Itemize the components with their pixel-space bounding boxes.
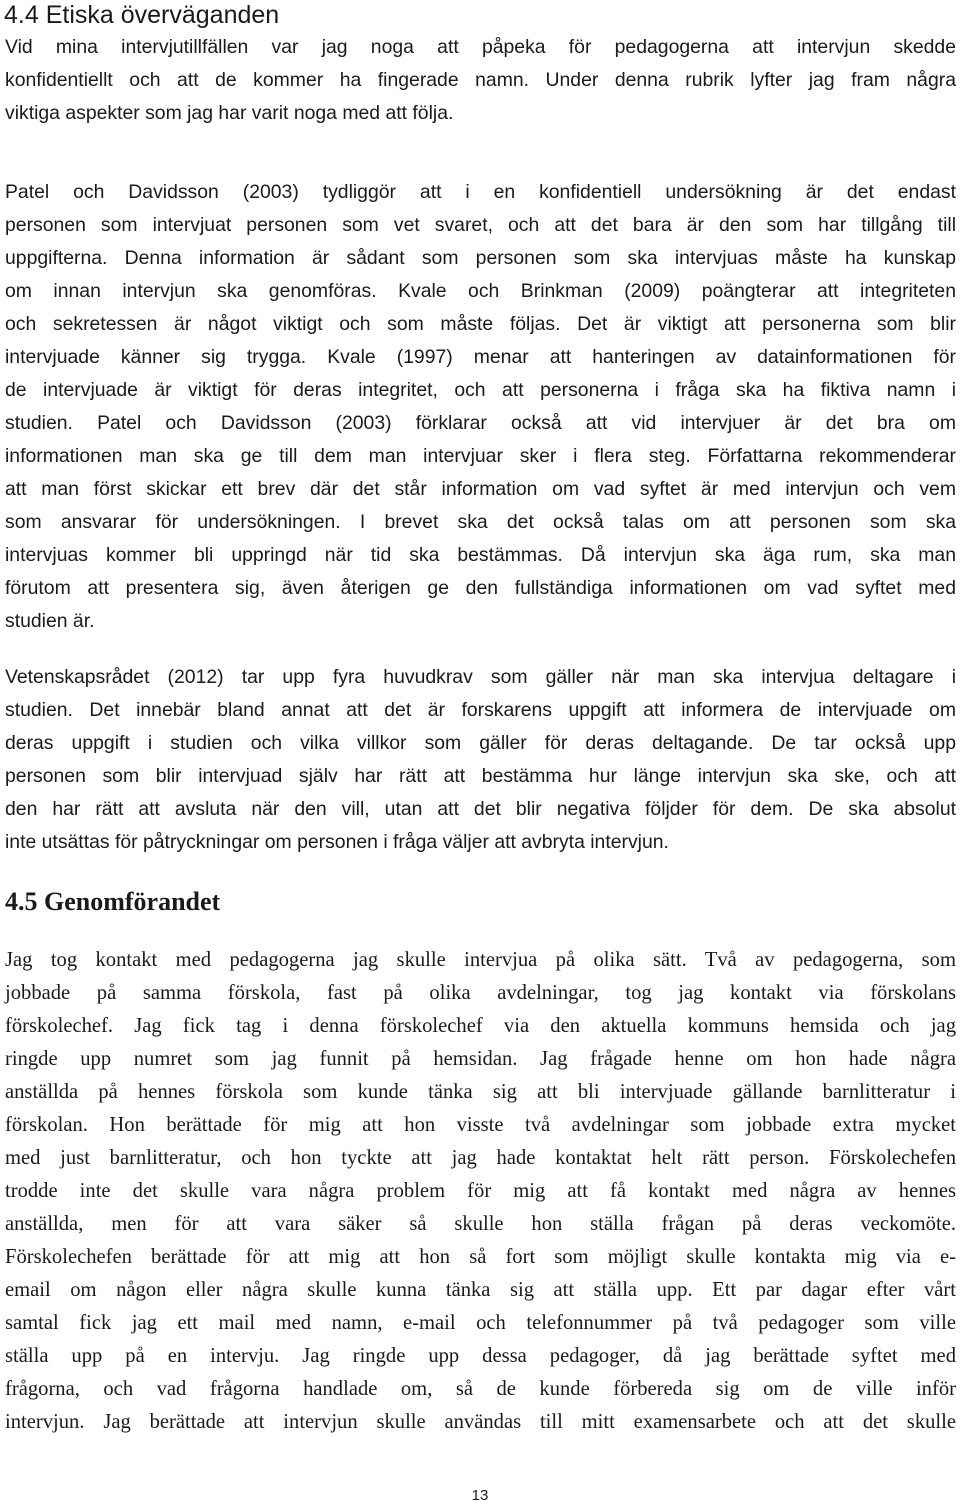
text-line: anställda på hennes förskola som kunde tänka sig att bli intervjuade gällande barnlitteratur i xyxy=(5,1081,956,1103)
text-line: konfidentiellt och att de kommer ha fingerade namn. Under denna rubrik lyfter jag fram några xyxy=(5,69,956,91)
text-line: ringde upp numret som jag funnit på hemsidan. Jag frågade henne om hon hade några xyxy=(5,1048,956,1070)
text-line: studien. Det innebär bland annat att det är forskarens uppgift att informera de intervjuade om xyxy=(5,699,956,721)
text-line: förskolechef. Jag fick tag i denna förskolechef via den aktuella kommuns hemsida och jag xyxy=(5,1015,956,1037)
text-line: Vid mina intervjutillfällen var jag noga att påpeka för pedagogerna att intervjun skedde xyxy=(5,36,956,58)
text-line: frågorna, och vad frågorna handlade om, så de kunde förbereda sig om de ville inför xyxy=(5,1378,956,1400)
section-heading-4-4: 4.4 Etiska överväganden xyxy=(4,1,280,29)
text-line: de intervjuade är viktigt för deras integritet, och att personerna i fråga ska ha fiktiva namn i xyxy=(5,379,956,401)
text-line: och sekretessen är något viktigt och som måste följas. Det är viktigt att personerna som blir xyxy=(5,313,956,335)
text-line: inte utsättas för påtryckningar om personen i fråga väljer att avbryta intervjun. xyxy=(5,831,669,853)
text-line: trodde inte det skulle vara några problem för mig att få kontakt med några av hennes xyxy=(5,1180,956,1202)
text-line: den har rätt att avsluta när den vill, utan att det blir negativa följder för dem. De ska absolut xyxy=(5,798,956,820)
text-line: intervjun. Jag berättade att intervjun skulle användas till mitt examensarbete och att det skulle xyxy=(5,1411,956,1433)
text-line: om innan intervjun ska genomföras. Kvale och Brinkman (2009) poängterar att integriteten xyxy=(5,280,956,302)
page-number: 13 xyxy=(471,1487,489,1504)
paragraph-research-council xyxy=(5,661,956,859)
text-line: förskolan. Hon berättade för mig att hon visste två avdelningar som jobbade extra mycket xyxy=(5,1114,956,1136)
text-line: viktiga aspekter som jag har varit noga med att följa. xyxy=(5,102,454,124)
text-line: ställa upp på en intervju. Jag ringde upp dessa pedagoger, då jag berättade syftet med xyxy=(5,1345,956,1367)
text-line: deras uppgift i studien och vilka villkor som gäller för deras deltagande. De tar också upp xyxy=(5,732,956,754)
text-line: förutom att presentera sig, även återigen ge den fullständiga informationen om vad syftet med xyxy=(5,577,956,599)
text-line: anställda, men för att vara säker så skulle hon ställa frågan på deras veckomöte. xyxy=(5,1213,956,1235)
text-line: personen som blir intervjuad själv har rätt att bestämma hur länge intervjun ska ske, och att xyxy=(5,765,956,787)
text-line: personen som intervjuat personen som vet svaret, och att det bara är den som har tillgång till xyxy=(5,214,956,236)
text-line: jobbade på samma förskola, fast på olika avdelningar, tog jag kontakt via förskolans xyxy=(5,982,956,1004)
text-line: intervjuas kommer bli uppringd när tid ska bestämmas. Då intervjun ska äga rum, ska man xyxy=(5,544,956,566)
text-line: intervjuade känner sig trygga. Kvale (1997) menar att hanteringen av datainformationen för xyxy=(5,346,956,368)
text-line: samtal fick jag ett mail med namn, e-mail och telefonnummer på två pedagoger som ville xyxy=(5,1312,956,1334)
text-line: studien är. xyxy=(5,610,95,632)
text-line: Patel och Davidsson (2003) tydliggör att i en konfidentiell undersökning är det endast xyxy=(5,181,956,203)
text-line: med just barnlitteratur, och hon tyckte att jag hade kontaktat helt rätt person. Förskolechefen xyxy=(5,1147,956,1169)
text-line: Förskolechefen berättade för att mig att hon så fort som möjligt skulle kontakta mig via e- xyxy=(5,1246,956,1268)
section-heading-4-5: 4.5 Genomförandet xyxy=(5,887,221,916)
text-line: Jag tog kontakt med pedagogerna jag skulle intervjua på olika sätt. Två av pedagogerna, som xyxy=(5,949,956,971)
paragraph-confidentiality xyxy=(5,176,956,638)
text-line: Vetenskapsrådet (2012) tar upp fyra huvudkrav som gäller när man ska intervjua deltagare i xyxy=(5,666,956,688)
text-line: studien. Patel och Davidsson (2003) förklarar också att vid intervjuer är det bra om xyxy=(5,412,956,434)
text-line: informationen man ska ge till dem man intervjuar sker i flera steg. Författarna rekommenderar xyxy=(5,445,956,467)
intro-paragraph xyxy=(5,31,956,130)
text-line: som ansvarar för undersökningen. I brevet ska det också talas om att personen som ska xyxy=(5,511,956,533)
paragraph-implementation xyxy=(5,944,956,1439)
text-line: uppgifterna. Denna information är sådant som personen som ska intervjuas måste ha kunskap xyxy=(5,247,956,269)
text-line: email om någon eller några skulle kunna tänka sig att ställa upp. Ett par dagar efter vårt xyxy=(5,1279,956,1301)
text-line: att man först skickar ett brev där det står information om vad syftet är med intervjun och vem xyxy=(5,478,956,500)
